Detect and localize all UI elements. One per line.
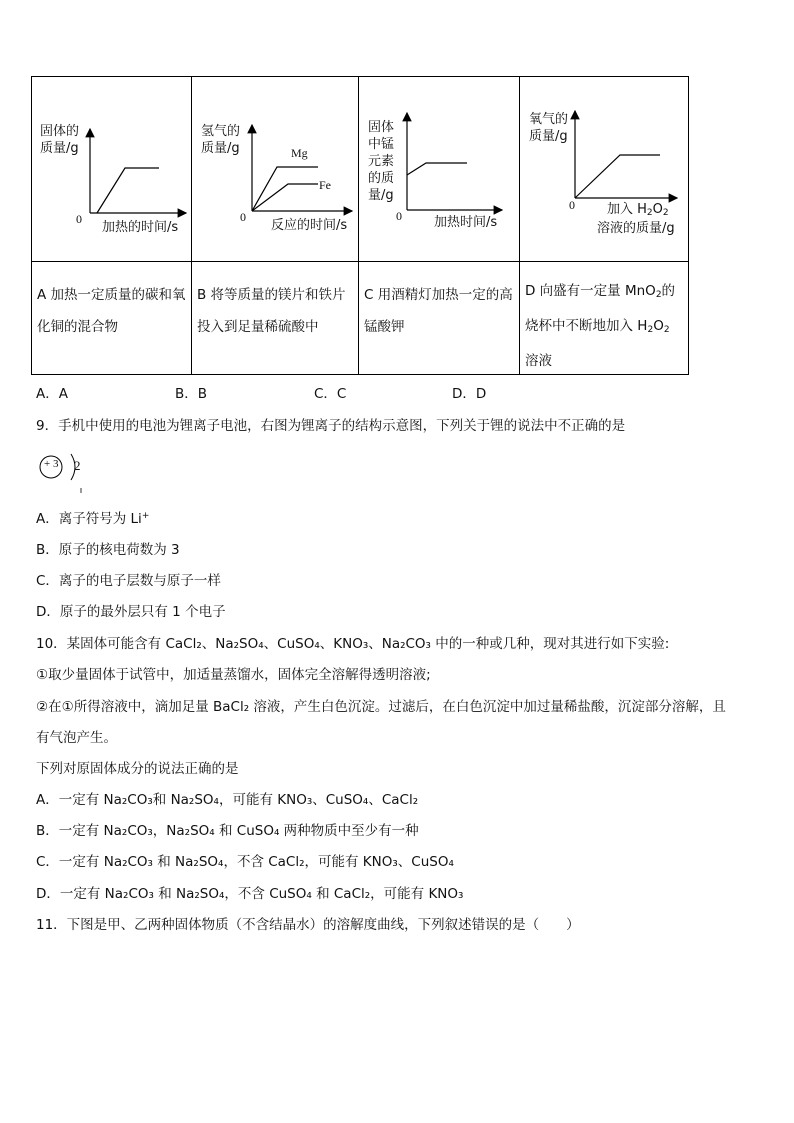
graph-b-origin: 0 bbox=[240, 210, 246, 224]
graph-cell-d bbox=[520, 77, 689, 262]
q8-option-b: B．B bbox=[175, 386, 208, 402]
graph-b-fe-label: Fe bbox=[319, 178, 331, 192]
caption-d: D 向盛有一定量 MnO$_2$的烧杯中不断地加入 $H_2O_2$ 溶液 bbox=[525, 283, 676, 369]
graph-d-origin: 0 bbox=[569, 198, 575, 212]
q9-stem: 9．手机中使用的电池为锂离子电池，右图为锂离子的结构示意图，下列关于锂的说法中不正确的是 bbox=[36, 418, 626, 434]
caption-cell-c bbox=[359, 262, 520, 375]
q9-option-c: C．离子的电子层数与原子一样 bbox=[36, 573, 221, 589]
graph-b bbox=[192, 77, 359, 262]
caption-c: C 用酒精灯加热一定的高锰酸钾 bbox=[364, 287, 513, 335]
q10-option-b: B．一定有 Na₂CO₃，Na₂SO₄ 和 CuSO₄ 两种物质中至少有一种 bbox=[36, 823, 419, 839]
q8-option-a: A．A bbox=[36, 386, 68, 402]
q8-option-d: D．D bbox=[452, 386, 487, 402]
q10-step1: ①取少量固体于试管中，加适量蒸馏水，固体完全溶解得透明溶液; bbox=[36, 667, 431, 683]
q10-question: 下列对原固体成分的说法正确的是 bbox=[36, 761, 239, 777]
q8-table bbox=[31, 76, 689, 375]
caption-b: B 将等质量的镁片和铁片投入到足量稀硫酸中 bbox=[197, 287, 346, 335]
graph-c-ylabel: 固体 中锰 元素 的质 量/g bbox=[368, 120, 395, 203]
graph-cell-a bbox=[32, 77, 192, 262]
caption-cell-d bbox=[520, 262, 689, 375]
q11-stem: 11．下图是甲、乙两种固体物质（不含结晶水）的溶解度曲线，下列叙述错误的是（ ） bbox=[36, 917, 580, 933]
lithium-nucleus-label: + 3 bbox=[44, 458, 59, 470]
graph-a-xlabel: 加热的时间/s bbox=[102, 220, 179, 235]
graph-a-ylabel: 固体的 质量/g bbox=[40, 124, 80, 156]
graph-a-origin: 0 bbox=[76, 212, 82, 226]
caption-cell-a bbox=[32, 262, 192, 375]
graph-cell-c bbox=[359, 77, 520, 262]
graph-c-origin: 0 bbox=[396, 209, 402, 223]
graph-c-xlabel: 加热时间/s bbox=[434, 215, 498, 230]
q9-option-b: B．原子的核电荷数为 3 bbox=[36, 542, 180, 558]
q10-option-d: D．一定有 Na₂CO₃ 和 Na₂SO₄，不含 CuSO₄ 和 CaCl₂，可能有 KNO₃ bbox=[36, 886, 464, 902]
q10-option-a: A．一定有 Na₂CO₃和 Na₂SO₄，可能有 KNO₃、CuSO₄、CaCl₂ bbox=[36, 792, 419, 808]
lithium-shell-electrons: 2 bbox=[74, 458, 81, 473]
q10-stem: 10．某固体可能含有 CaCl₂、Na₂SO₄、CuSO₄、KNO₃、Na₂CO₃ 中的一种或几种，现对其进行如下实验: bbox=[36, 636, 670, 652]
q10-option-c: C．一定有 Na₂CO₃ 和 Na₂SO₄，不含 CaCl₂，可能有 KNO₃、CuSO₄ bbox=[36, 854, 454, 870]
caption-a: A 加热一定质量的碳和氧化铜的混合物 bbox=[37, 287, 186, 335]
graph-d-ylabel: 氧气的 质量/g bbox=[529, 112, 569, 144]
q9-option-a: A．离子符号为 Li+ bbox=[36, 511, 150, 527]
caption-cell-b bbox=[192, 262, 359, 375]
q9-option-d: D．原子的最外层只有 1 个电子 bbox=[36, 604, 226, 620]
graph-d-xlabel-2: 溶液的质量/g bbox=[597, 221, 675, 236]
graph-b-ylabel: 氢气的 质量/g bbox=[201, 124, 241, 156]
graph-b-mg-label: Mg bbox=[291, 146, 308, 160]
q8-option-c: C．C bbox=[314, 386, 347, 402]
q10-step2-line2: 有气泡产生。 bbox=[36, 730, 117, 746]
graph-d-xlabel-1: 加入 $H_2O_2$ bbox=[607, 202, 669, 218]
graph-cell-b bbox=[192, 77, 359, 262]
q10-step2-line1: ②在①所得溶液中，滴加足量 BaCl₂ 溶液，产生白色沉淀。过滤后，在白色沉淀中加过量稀盐酸，沉淀部分溶解，且 bbox=[36, 699, 726, 715]
graph-b-xlabel: 反应的时间/s bbox=[271, 218, 348, 233]
